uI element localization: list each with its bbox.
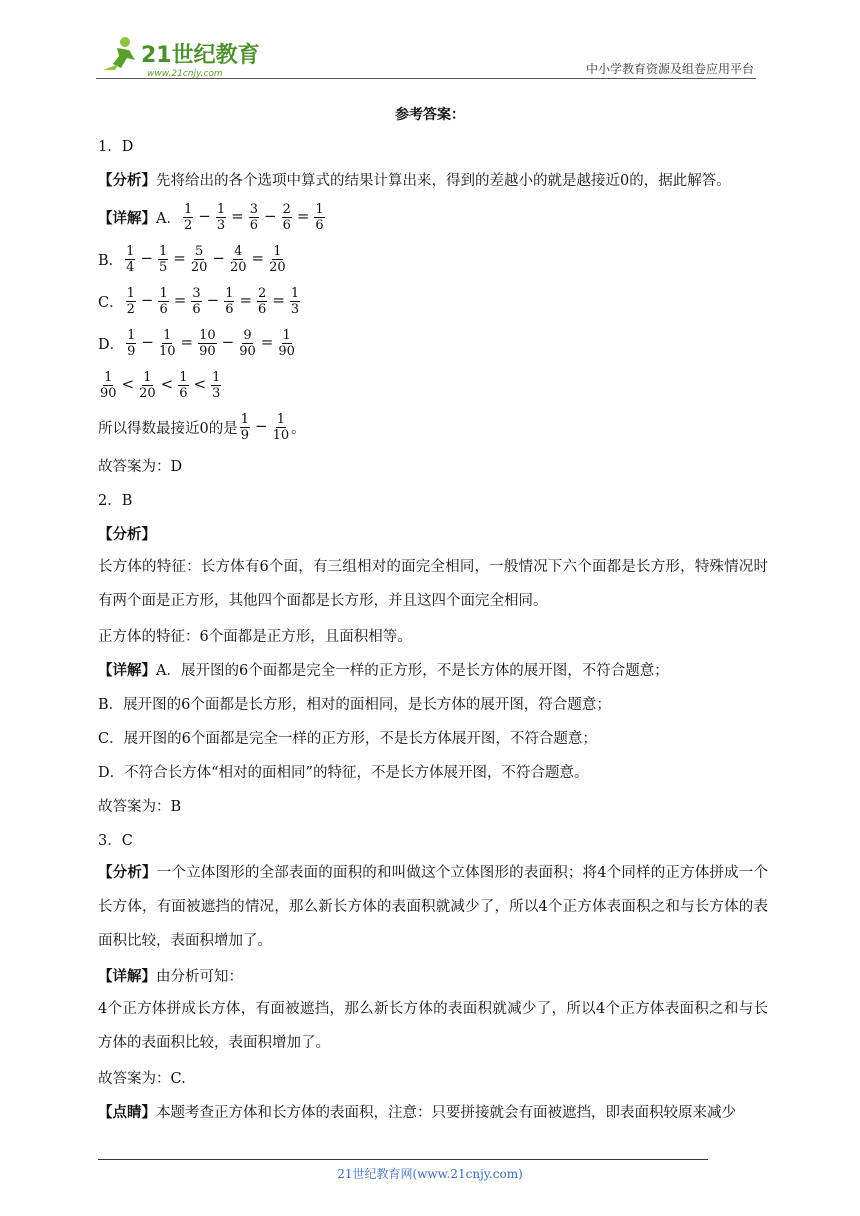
footer-divider [98,1159,708,1160]
q1-detail-c: C． $\frac{1}{2}$ − $\frac{1}{6}$ = $\frac{3}{6}$ − $\frac{1}{6}$ = $\frac{2}{6}$ = $\frac{1}{3}$ [98,285,300,317]
q1-detail-d: D． $\frac{1}{9}$ − $\frac{1}{10}$ = $\frac{10}{90}$ − $\frac{9}{90}$ = $\frac{1}{90}$ [98,327,295,359]
operator: − [221,333,235,351]
q2-analysis-p1: 长方体的特征：长方体有6个面，有三组相对的面完全相同，一般情况下六个面都是长方形，特殊情况时有两个面是正方形，其他四个面都是长方形，并且这四个面完全相同。 [98,559,768,609]
operator: = [296,207,310,225]
logo [95,34,265,82]
fraction: $\frac{2}{6}$ [258,285,267,317]
operator: = [173,291,187,309]
fraction: $\frac{1}{3}$ [216,201,226,233]
fraction: $\frac{1}{3}$ [290,285,300,317]
answer-content [98,128,768,1128]
q1-detail-a: 【详解】 A． $\frac{1}{2}$ − $\frac{1}{3}$ = $\frac{3}{6}$ − $\frac{2}{6}$ = $\frac{1}{6}$ [98,201,324,233]
q1-comparison [98,364,768,406]
operator: = [239,291,253,309]
operator: = [260,333,274,351]
q2-analysis-p2: 正方体的特征：6个面都是正方形，且面积相等。 [98,628,412,645]
operator: − [141,333,154,351]
q3-final: 故答案为：C. [98,1070,186,1087]
q2-detail-d: D．不符合长方体“相对的面相同”的特征，不是长方体展开图，不符合题意。 [98,764,589,781]
header-platform-text: 中小学教育资源及组卷应用平台 [585,62,754,76]
q3-note: 【点睛】 本题考查正方体和长方体的表面积，注意：只要拼接就会有面被遮挡，即表面积较原来减少 [98,1103,736,1121]
operator: < [193,375,207,393]
operator: < [121,375,135,393]
q2-detail-c: C．展开图的6个面都是完全一样的正方形，不是长方体展开图，不符合题意； [98,730,597,747]
q3-analysis: 【分析】一个立体图形的全部表面的面积的和叫做这个立体图形的表面积；将4个同样的正方体拼成一个长方体，有面被遮挡的情况，那么新长方体的表面积就减少了，所以4个正方体表面积之和与长方体的表面积比较，表面积增加了。 [98,864,768,949]
q2-detail-a: 【详解】 A．展开图的6个面都是完全一样的正方形，不是长方体的展开图，不符合题意； [98,661,669,679]
operator: = [251,249,265,267]
q1-final: 故答案为：D [98,458,183,475]
q2-answer: 2．B [98,492,133,509]
fraction: $\frac{1}{3}$ [212,369,221,401]
fraction: $\frac{1}{5}$ [159,243,168,275]
footer-site[interactable]: 21世纪教育网(www.21cnjy.com) [337,1167,523,1181]
fraction: $\frac{1}{20}$ [139,369,156,401]
fraction: $\frac{1}{20}$ [269,243,286,275]
header-divider [96,78,756,79]
q3-detail-p1: 4个正方体拼成长方体，有面被遮挡，那么新长方体的表面积就减少了，所以4个正方体表面积之和与长方体的表面积比较，表面积增加了。 [98,1001,768,1051]
operator: − [140,291,154,309]
fraction: $\frac{2}{6}$ [282,201,291,233]
q1-detail-b: B． $\frac{1}{4}$ − $\frac{1}{5}$ = $\frac{5}{20}$ − $\frac{4}{20}$ = $\frac{1}{20}$ [98,243,286,275]
fraction: $\frac{1}{90}$ [278,327,295,359]
page-title: 参考答案： [395,107,465,123]
fraction: $\frac{9}{90}$ [239,327,256,359]
operator: < [160,375,174,393]
operator: = [173,249,186,267]
operator: = [231,207,244,225]
fraction: $\frac{1}{6}$ [315,201,324,233]
fraction: $\frac{3}{6}$ [192,285,201,317]
q3-answer: 3．C [98,832,133,849]
operator: = [180,333,194,351]
fraction: $\frac{1}{2}$ [183,201,193,233]
operator: = [272,291,285,309]
fraction: $\frac{1}{10}$ [272,411,290,443]
fraction: $\frac{10}{90}$ [199,327,216,359]
operator: − [198,207,211,225]
runner-icon [103,37,135,70]
fraction: $\frac{1}{2}$ [126,285,135,317]
fraction: $\frac{1}{6}$ [225,285,234,317]
fraction: $\frac{1}{4}$ [126,243,135,275]
q1-analysis: 【分析】 先将给出的各个选项中算式的结果计算出来，得到的差越小的就是越接近0的，据此解答。 [98,171,731,189]
logo-url: www.21cnjy.com [147,69,223,79]
q1-answer: 1．D [98,138,134,155]
operator: − [263,207,277,225]
operator: − [206,291,220,309]
fraction: $\frac{4}{20}$ [230,243,247,275]
fraction: $\frac{3}{6}$ [249,201,258,233]
operator: − [255,417,268,435]
fraction: $\frac{1}{6}$ [159,285,168,317]
q3-detail: 【详解】 由分析可知： [98,967,243,985]
operator: − [212,249,225,267]
q1-conclusion: 所以得数最接近0的是 $\frac{1}{9}$ − $\frac{1}{10}$ 。 [98,411,306,443]
fraction: $\frac{1}{90}$ [100,369,117,401]
logo-brand: 21世纪教育 [141,43,260,68]
fraction: $\frac{5}{20}$ [190,243,208,275]
fraction: $\frac{1}{10}$ [159,327,176,359]
fraction: $\frac{1}{9}$ [240,411,250,443]
q2-analysis-tag: 【分析】 [98,525,156,543]
operator: − [140,249,154,267]
q2-detail-b: B．展开图的6个面都是长方形，相对的面相同，是长方体的展开图，符合题意； [98,696,611,713]
fraction: $\frac{1}{6}$ [179,369,188,401]
q2-final: 故答案为：B [98,798,182,815]
fraction: $\frac{1}{9}$ [127,327,136,359]
